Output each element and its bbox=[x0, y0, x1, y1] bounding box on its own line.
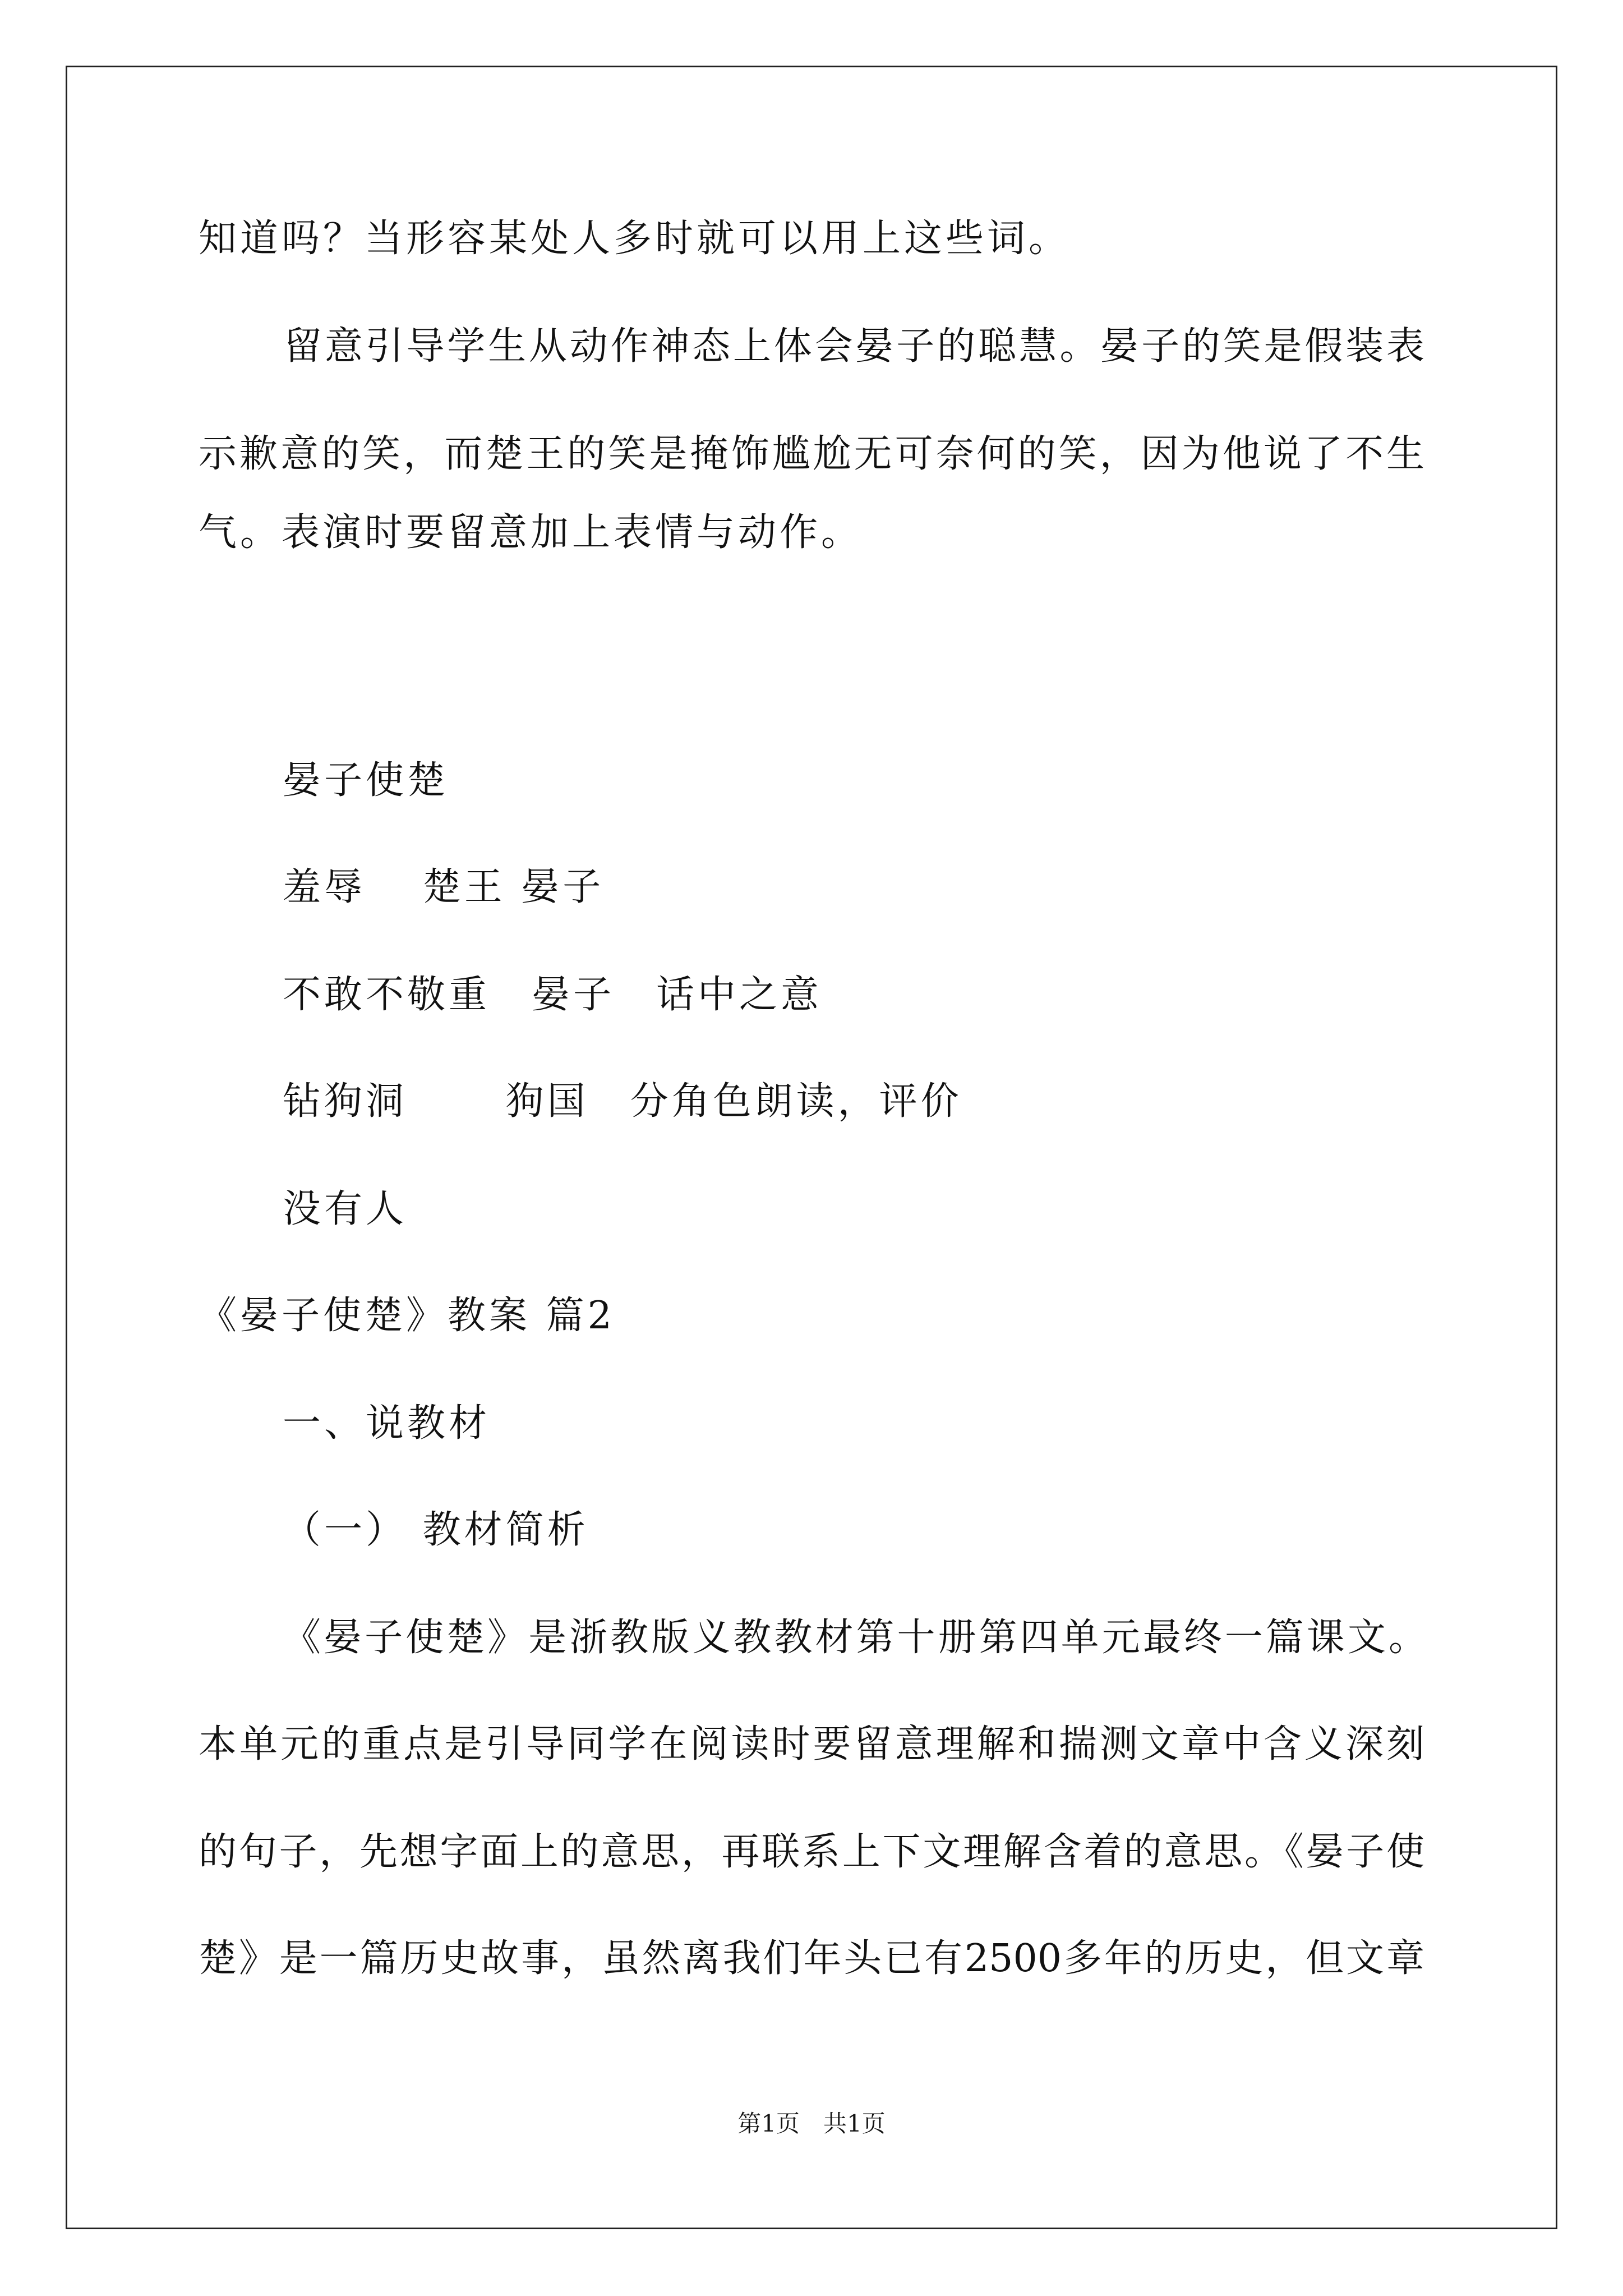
body-line-4: 楚》是一篇历史故事，虽然离我们年头已有2500多年的历史，但文章 bbox=[199, 1936, 1424, 1981]
subheading-2: （一） 教材简析 bbox=[283, 1508, 589, 1552]
page-border bbox=[66, 66, 1557, 2229]
body-line-2: 本单元的重点是引导同学在阅读时要留意理解和揣测文章中含义深刻 bbox=[199, 1722, 1424, 1766]
text-line-1: 知道吗？当形容某处人多时就可以用上这些词。 bbox=[199, 217, 1071, 261]
diagram-row-1: 羞辱 楚王 晏子 bbox=[283, 865, 605, 909]
text-line-3: 示歉意的笑，而楚王的笑是掩饰尴尬无可奈何的笑，因为他说了不生 bbox=[199, 432, 1424, 476]
section-heading: 《晏子使楚》教案 篇2 bbox=[199, 1294, 615, 1338]
body-line-1: 《晏子使楚》是浙教版义教教材第十册第四单元最终一篇课文。 bbox=[283, 1616, 1427, 1660]
diagram-row-3: 钻狗洞 狗国 分角色朗读，评价 bbox=[283, 1079, 962, 1124]
text-line-2: 留意引导学生从动作神态上体会晏子的聪慧。晏子的笑是假装表 bbox=[284, 324, 1424, 369]
diagram-row-4: 没有人 bbox=[283, 1187, 408, 1231]
subheading-1: 一、说教材 bbox=[283, 1401, 491, 1446]
text-line-4: 气。表演时要留意加上表情与动作。 bbox=[199, 510, 863, 555]
page-number-footer: 第1页 共1页 bbox=[737, 2110, 886, 2137]
diagram-title: 晏子使楚 bbox=[283, 758, 449, 803]
diagram-row-2: 不敢不敬重 晏子 话中之意 bbox=[283, 973, 823, 1017]
body-line-3: 的句子，先想字面上的意思，再联系上下文理解含着的意思。《晏子使 bbox=[199, 1830, 1424, 1874]
